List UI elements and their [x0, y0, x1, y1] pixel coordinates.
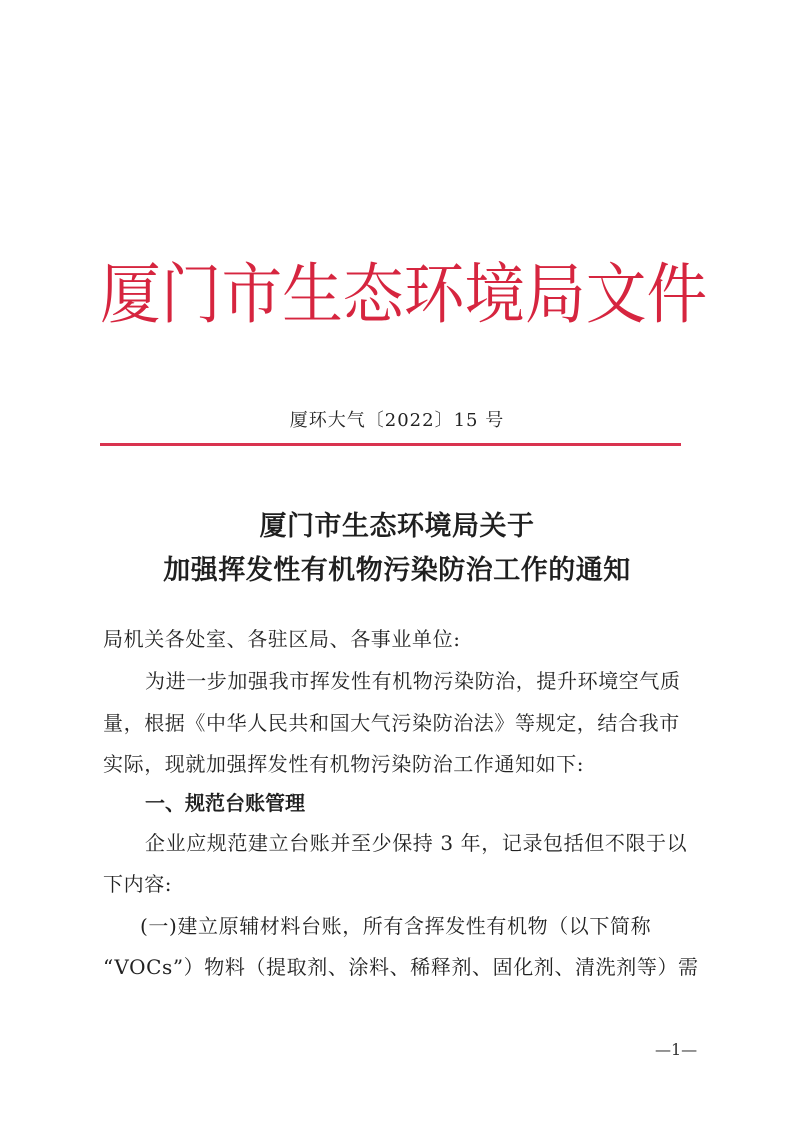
document-number: 厦环大气〔2022〕15 号: [289, 410, 505, 431]
paragraph-1-line-1: 为进一步加强我市挥发性有机物污染防治，提升环境空气质: [145, 669, 681, 693]
page-number: —1—: [655, 1040, 698, 1059]
paragraph-3-line-2: “VOCs”）物料（提取剂、涂料、稀释剂、固化剂、清洗剂等）需: [103, 955, 699, 979]
masthead-char: 生: [282, 256, 343, 333]
section-heading-1: 一、规范台账管理: [145, 791, 305, 815]
masthead-title: [100, 250, 708, 340]
addressee: 局机关各处室、各驻区局、各事业单位:: [103, 627, 461, 651]
paragraph-1-line-2: 量，根据《中华人民共和国大气污染防治法》等规定，结合我市: [103, 711, 680, 735]
masthead-char: 厦: [100, 256, 161, 333]
masthead-char: 境: [464, 256, 526, 333]
paragraph-3-line-1: (一)建立原辅材料台账，所有含挥发性有机物（以下简称: [140, 914, 652, 938]
masthead-char: 局: [525, 256, 586, 333]
document-title-line-1: 厦门市生态环境局关于: [259, 511, 535, 542]
masthead-char: 门: [160, 256, 222, 333]
red-divider-line: [100, 443, 681, 446]
masthead-char: 文: [585, 256, 647, 333]
paragraph-2-line-1: 企业应规范建立台账并至少保持 3 年，记录包括但不限于以: [145, 831, 688, 855]
masthead-char: 市: [221, 256, 283, 333]
paragraph-1-line-3: 实际，现就加强挥发性有机物污染防治工作通知如下:: [103, 752, 585, 776]
paragraph-2-line-2: 下内容:: [103, 872, 173, 896]
masthead-char: 件: [646, 256, 708, 333]
document-title-line-2: 加强挥发性有机物污染防治工作的通知: [163, 555, 631, 586]
masthead-char: 环: [403, 256, 465, 333]
masthead-char: 态: [342, 256, 404, 333]
